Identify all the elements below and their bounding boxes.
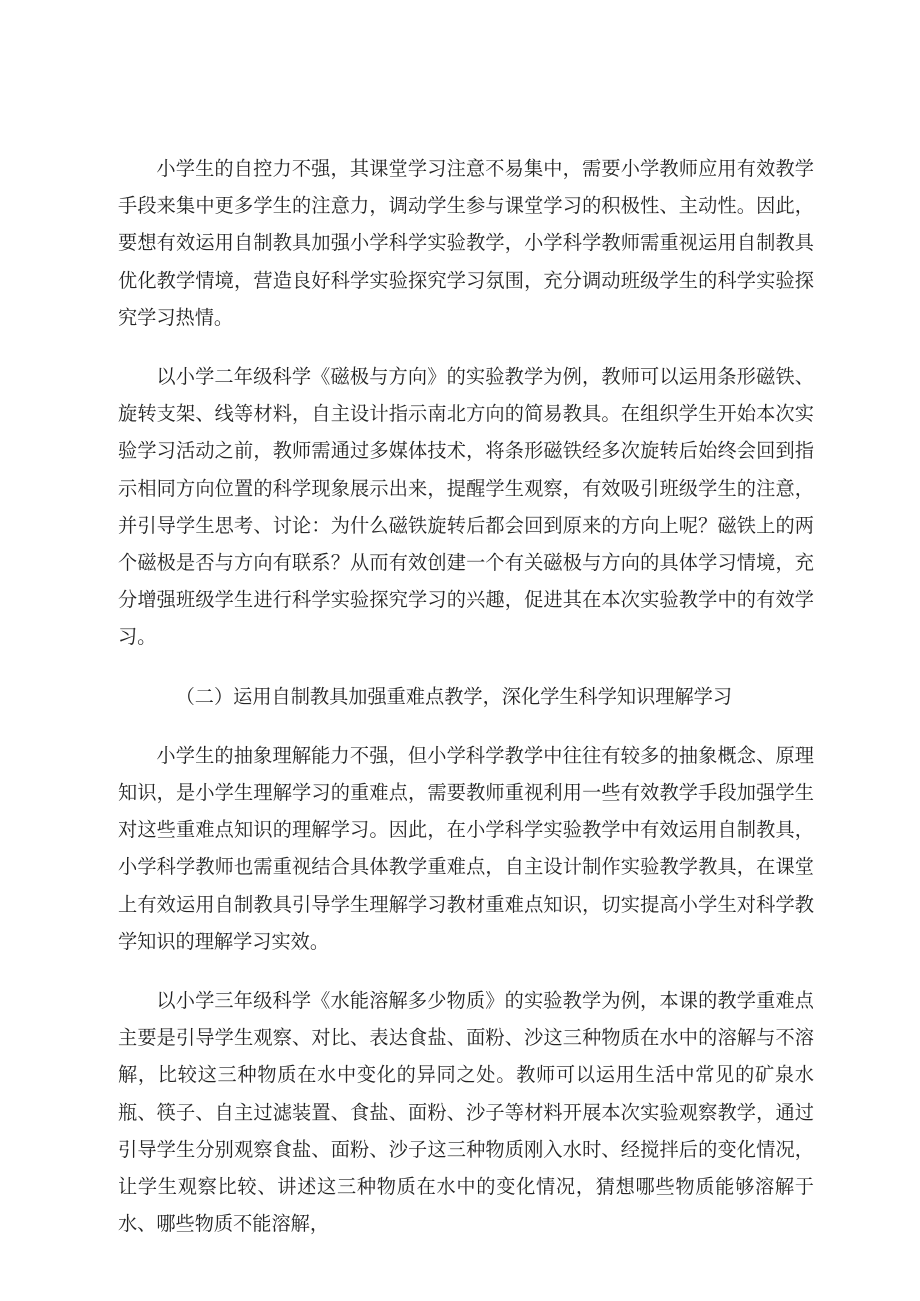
paragraph-magnet-example: 以小学二年级科学《磁极与方向》的实验教学为例，教师可以运用条形磁铁、旋转支架、线等材料，自主设计指示南北方向的简易教具。在组织学生开始本次实验学习活动之前，教师需通过多媒体技术，将条形磁铁经多次旋转后始终会回到指示相同方向位置的科学现象展示出来，提醒学生观察，有效吸引班级学生的注意，并引导学生思考、讨论：为什么磁铁旋转后都会回到原来的方向上呢？磁铁上的两个磁极是否与方向有联系？从而有效创建一个有关磁极与方向的具体学习情境，充分增强班级学生进行科学实验探究学习的兴趣，促进其在本次实验教学中的有效学习。 xyxy=(118,365,814,649)
paragraph-abstract-understanding: 小学生的抽象理解能力不强，但小学科学教学中往往有较多的抽象概念、原理知识，是小学生理解学习的重难点，需要教师重视利用一些有效教学手段加强学生对这些重难点知识的理解学习。因此，在小学科学实验教学中有效运用自制教具，小学科学教师也需重视结合具体教学重难点，自主设计制作实验教学教具，在课堂上有效运用自制教具引导学生理解学习教材重难点知识，切实提高小学生对科学教学知识的理解学习实效。 xyxy=(118,743,814,953)
section-heading: （二）运用自制教具加强重难点教学，深化学生科学知识理解学习 xyxy=(175,684,733,708)
paragraph-self-control: 小学生的自控力不强，其课堂学习注意不易集中，需要小学教师应用有效教学手段来集中更多学生的注意力，调动学生参与课堂学习的积极性、主动性。因此，要想有效运用自制教具加强小学科学实验教学，小学科学教师需重视运用自制教具优化教学情境，营造良好科学实验探究学习氛围，充分调动班级学生的科学实验探究学习热情。 xyxy=(118,157,814,329)
paragraph-dissolve-example: 以小学三年级科学《水能溶解多少物质》的实验教学为例，本课的教学重难点主要是引导学生观察、对比、表达食盐、面粉、沙这三种物质在水中的溶解与不溶解，比较这三种物质在水中变化的异同之处。教师可以运用生活中常见的矿泉水瓶、筷子、自主过滤装置、食盐、面粉、沙子等材料开展本次实验观察教学，通过引导学生分别观察食盐、面粉、沙子这三种物质刚入水时、经搅拌后的变化情况，让学生观察比较、讲述这三种物质在水中的变化情况，猜想哪些物质能够溶解于水、哪些物质不能溶解， xyxy=(118,989,814,1236)
document-body xyxy=(118,150,814,1264)
